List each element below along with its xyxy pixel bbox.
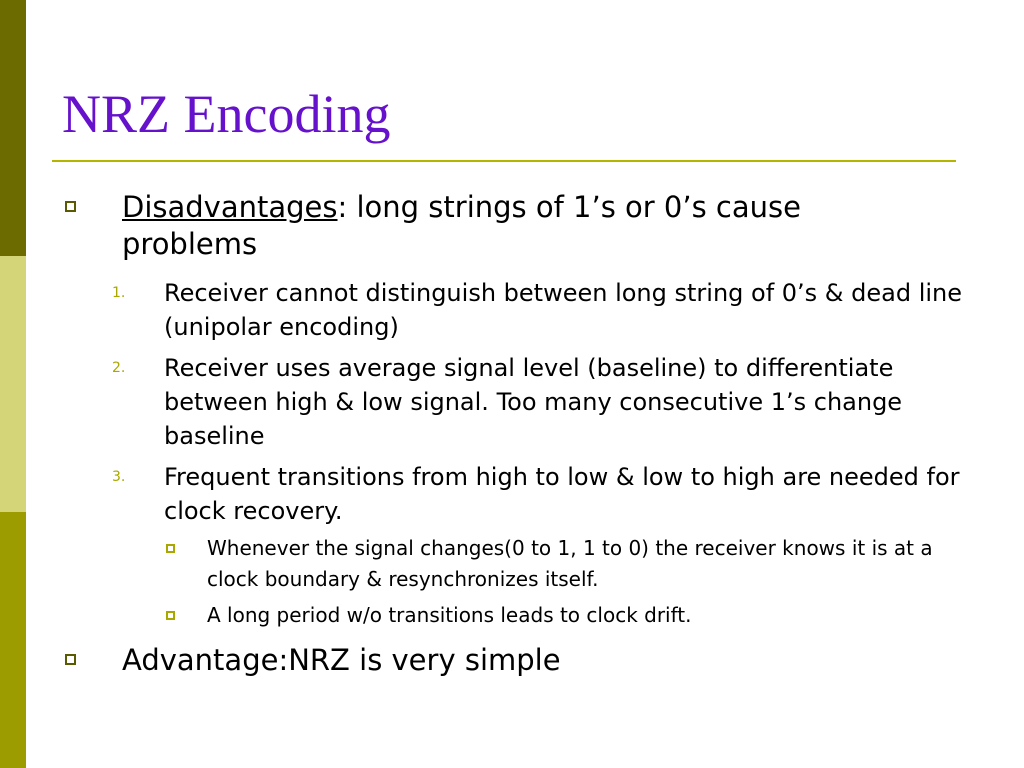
bullet-advantage [122, 642, 942, 679]
item-number: 3. [112, 469, 126, 485]
advantage-text: Advantage:NRZ is very simple [122, 643, 561, 677]
square-bullet-icon [65, 654, 76, 665]
item-text: Receiver uses average signal level (baseline) to differentiate between high & low signal. Too many consecutive 1’s change baseline [164, 354, 903, 450]
disadvantages-term: Disadvantages [122, 190, 338, 224]
numbered-item [112, 351, 964, 453]
square-bullet-icon [166, 611, 175, 620]
disadvantages-text: : long strings of 1’s or 0’s cause problems [122, 190, 801, 261]
square-bullet-icon [166, 544, 175, 553]
square-bullet-icon [65, 201, 76, 212]
sub-bullet [207, 533, 967, 595]
sub-bullet-text: A long period w/o transitions leads to clock drift. [207, 603, 692, 627]
item-text: Frequent transitions from high to low & low to high are needed for clock recovery. [164, 463, 960, 525]
item-number: 1. [112, 285, 126, 301]
bullet-disadvantages [122, 189, 942, 263]
slide-title: NRZ Encoding [62, 84, 391, 144]
item-text: Receiver cannot distinguish between long string of 0’s & dead line (unipolar encoding) [164, 279, 963, 341]
sub-bullet-text: Whenever the signal changes(0 to 1, 1 to 0) the receiver knows it is at a clock boundary & resynchronizes itself. [207, 536, 933, 591]
item-number: 2. [112, 360, 126, 376]
numbered-item [112, 276, 964, 344]
numbered-item [112, 460, 964, 528]
sub-bullet [207, 600, 967, 631]
